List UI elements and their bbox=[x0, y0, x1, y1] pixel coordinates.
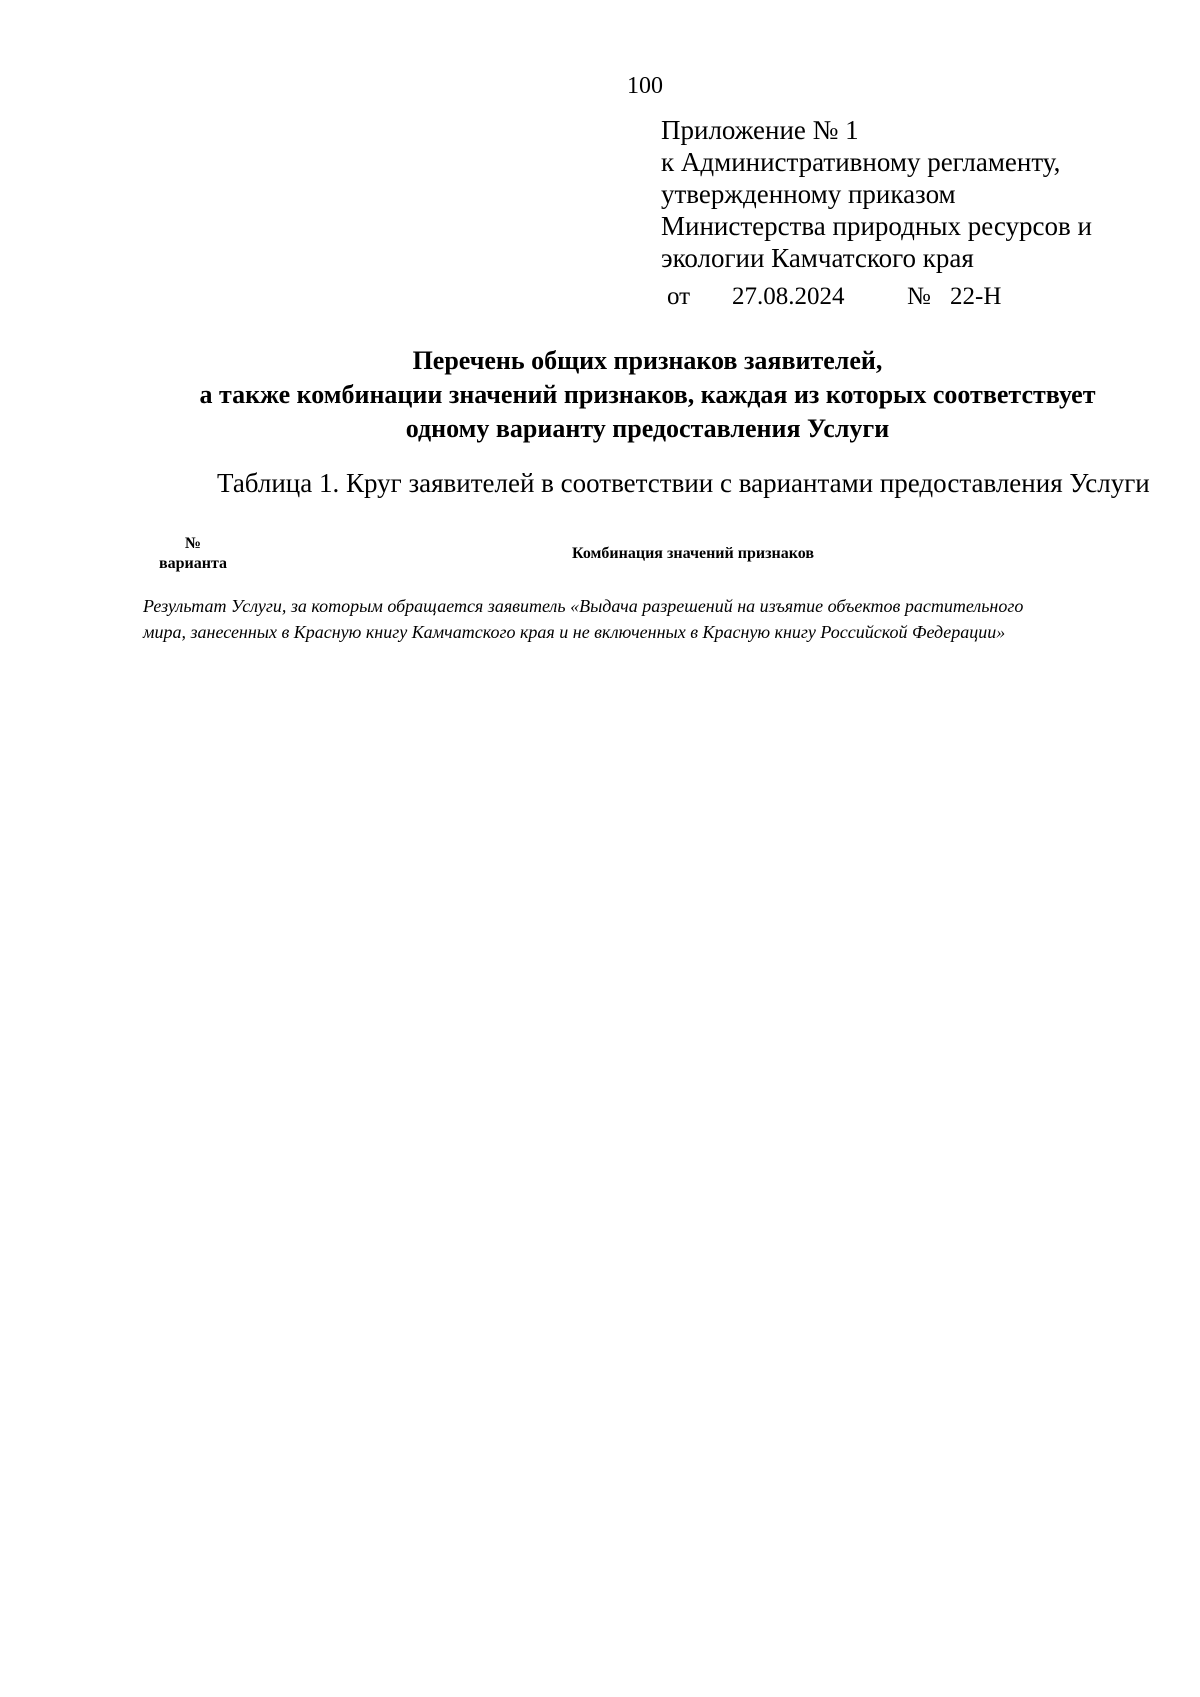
variant-number-header bbox=[143, 534, 243, 574]
table-caption: Таблица 1. Круг заявителей в соответствии с вариантами предоставления Услуги bbox=[217, 468, 1150, 498]
service-result-note bbox=[143, 593, 1153, 645]
order-number: 22-Н bbox=[950, 283, 1002, 310]
variant-number-symbol: № bbox=[184, 535, 202, 552]
result-note-line-2: мира, занесенных в Красную книгу Камчатского края и не включенных в Красную книгу Российской Федерации» bbox=[143, 622, 1006, 642]
appendix-line-ministry: Министерства природных ресурсов и bbox=[661, 211, 1092, 241]
document-title bbox=[0, 344, 1200, 446]
appendix-line-approved: утвержденному приказом bbox=[661, 179, 956, 209]
title-line-2: а также комбинации значений признаков, каждая из которых соответствует bbox=[199, 380, 1096, 409]
appendix-title: Приложение № 1 bbox=[661, 115, 859, 145]
variant-number-label: варианта bbox=[158, 555, 228, 572]
page-number: 100 bbox=[627, 73, 663, 99]
table-header bbox=[143, 530, 1150, 580]
result-note-line-1: Результат Услуги, за которым обращается заявитель «Выдача разрешений на изъятие объектов растительного bbox=[143, 596, 1024, 616]
title-line-3: одному варианту предоставления Услуги bbox=[405, 414, 890, 443]
order-number-label: № bbox=[907, 283, 931, 310]
title-line-1: Перечень общих признаков заявителей, bbox=[412, 346, 883, 375]
order-date: 27.08.2024 bbox=[732, 283, 845, 310]
combination-header: Комбинация значений признаков bbox=[572, 545, 814, 562]
appendix-line-regulation: к Административному регламенту, bbox=[661, 147, 1061, 177]
order-from-label: от bbox=[667, 283, 691, 310]
appendix-header bbox=[661, 114, 1181, 274]
appendix-line-ecology: экологии Камчатского края bbox=[661, 243, 974, 273]
